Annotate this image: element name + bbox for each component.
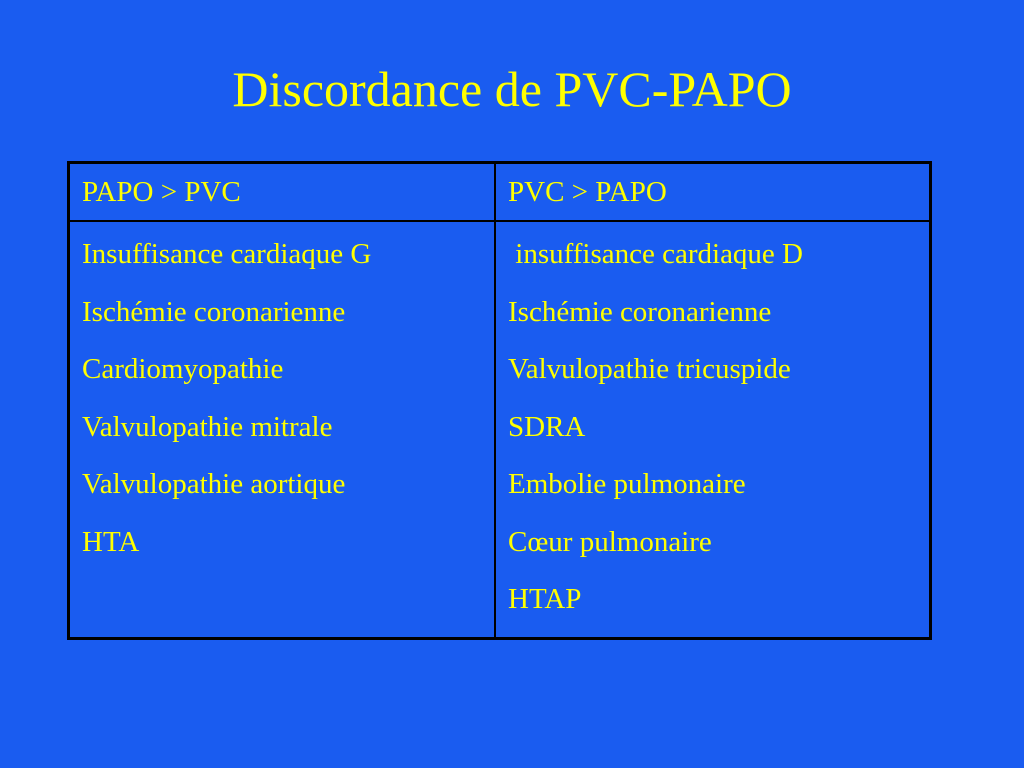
table-body-row [69,221,931,638]
list-item: SDRA [508,410,586,443]
list-item: HTAP [508,583,582,615]
list-item: Insuffisance cardiaque G [82,238,372,270]
list-item: Embolie pulmonaire [508,468,746,500]
list-item: insuffisance cardiaque D [508,238,803,270]
slide-title: Discordance de PVC-PAPO [232,61,792,117]
list-item: Cœur pulmonaire [508,525,712,558]
list-item: Valvulopathie aortique [82,468,346,500]
left-column-cell [69,221,496,638]
table-header-row [69,163,931,222]
list-item: Valvulopathie tricuspide [508,353,791,385]
list-item: HTA [82,525,140,558]
list-item: Valvulopathie mitrale [82,410,333,443]
comparison-table [67,161,932,640]
list-item: Ischémie coronarienne [82,295,346,328]
list-item: Ischémie coronarienne [508,295,772,328]
header-pvc-gt-papo: PVC > PAPO [495,163,930,222]
list-item: Cardiomyopathie [82,353,284,385]
header-papo-gt-pvc: PAPO > PVC [69,163,496,222]
right-column-cell [495,221,930,638]
